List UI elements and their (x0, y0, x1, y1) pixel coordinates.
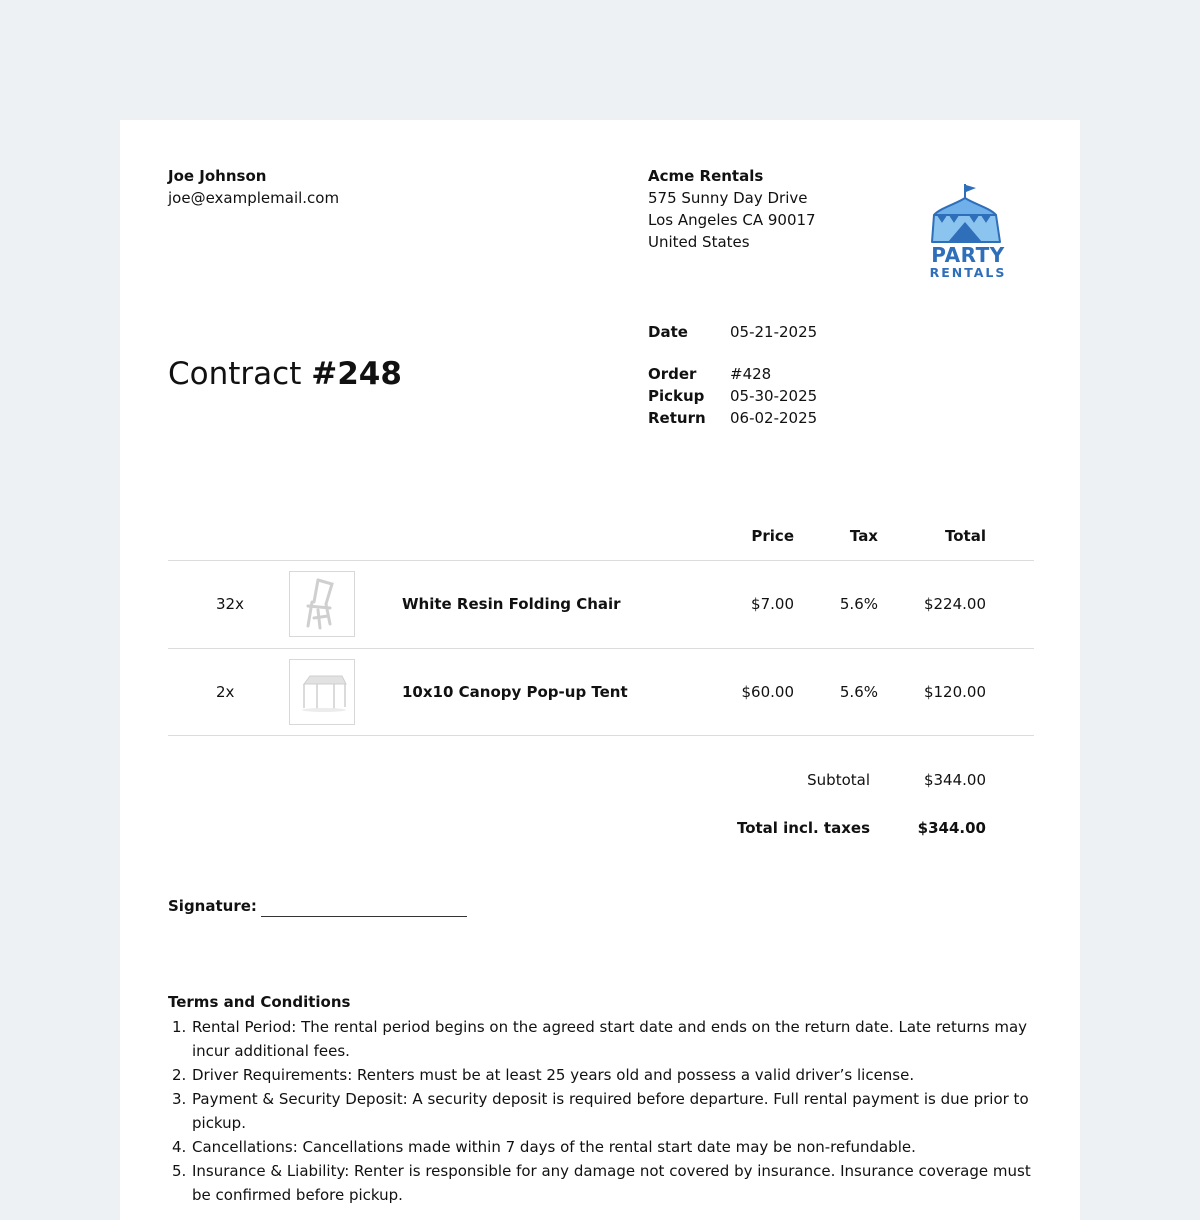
subtotal-value: $344.00 (923, 771, 986, 789)
column-header-total: Total (945, 527, 986, 545)
meta-return-value: 06-02-2025 (730, 409, 818, 427)
meta-order-value: #428 (730, 365, 772, 383)
item-tax: 5.6% (839, 595, 878, 613)
customer-name: Joe Johnson (168, 167, 267, 185)
item-image-folding-chair (289, 571, 355, 637)
item-tax: 5.6% (839, 683, 878, 701)
customer-info (168, 165, 339, 209)
meta-return (648, 407, 908, 429)
circus-tent-icon (928, 182, 1008, 246)
terms-item-number: 5. (172, 1162, 187, 1180)
column-header-tax: Tax (849, 527, 878, 545)
contract-title (168, 354, 402, 394)
meta-date-label: Date (648, 323, 688, 341)
terms-item (168, 1015, 1038, 1063)
signature-block (168, 895, 467, 917)
item-name: White Resin Folding Chair (402, 595, 621, 613)
company-country: United States (648, 233, 750, 251)
item-quantity: 32x (216, 595, 244, 613)
item-price: $7.00 (751, 595, 794, 613)
canopy-tent-image (290, 660, 354, 724)
item-quantity: 2x (216, 683, 235, 701)
total-value: $344.00 (917, 819, 986, 837)
company-address-line2: Los Angeles CA 90017 (648, 211, 816, 229)
item-price: $60.00 (741, 683, 794, 701)
item-name: 10x10 Canopy Pop-up Tent (402, 683, 628, 701)
terms-item-text: Driver Requirements: Renters must be at least 25 years old and possess a valid driver’s license. (192, 1066, 915, 1084)
item-image-canopy-tent (289, 659, 355, 725)
terms-item-text: Rental Period: The rental period begins on the agreed start date and ends on the return date. Late returns may incur additional fees. (192, 1018, 1028, 1060)
terms-list (168, 1015, 1038, 1207)
meta-pickup (648, 385, 908, 407)
table-divider (168, 560, 1034, 561)
terms-item-number: 1. (172, 1018, 187, 1036)
column-header-price: Price (751, 527, 794, 545)
logo-text-rentals: RENTALS (929, 265, 1007, 280)
item-total: $224.00 (923, 595, 986, 613)
customer-email: joe@examplemail.com (168, 189, 340, 207)
contract-number: #248 (311, 356, 402, 392)
company-info (648, 165, 816, 253)
terms-item (168, 1135, 1038, 1159)
logo-text-party: PARTY (931, 243, 1005, 267)
terms-item-text: Payment & Security Deposit: A security deposit is required before departure. Full rental payment is due prior to pickup. (192, 1090, 1029, 1132)
terms-item-text: Cancellations: Cancellations made within 7 days of the rental start date may be non-refundable. (192, 1138, 916, 1156)
item-total: $120.00 (923, 683, 986, 701)
total-label: Total incl. taxes (736, 819, 870, 837)
contract-label: Contract (168, 356, 302, 392)
terms-item-text: Insurance & Liability: Renter is responsible for any damage not covered by insurance. Insurance coverage must be confirmed before pickup. (192, 1162, 1031, 1204)
meta-pickup-value: 05-30-2025 (730, 387, 818, 405)
table-divider (168, 648, 1034, 649)
signature-label: Signature: (168, 897, 257, 915)
subtotal-label: Subtotal (807, 771, 870, 789)
terms-item-number: 4. (172, 1138, 187, 1156)
company-name: Acme Rentals (648, 167, 764, 185)
terms-item-number: 3. (172, 1090, 187, 1108)
contract-page (120, 120, 1080, 1220)
company-address-line1: 575 Sunny Day Drive (648, 189, 808, 207)
company-logo (928, 182, 1008, 282)
meta-order (648, 363, 908, 385)
terms-item-number: 2. (172, 1066, 187, 1084)
meta-order-label: Order (648, 365, 697, 383)
terms-title: Terms and Conditions (168, 993, 351, 1011)
meta-date (648, 321, 908, 343)
signature-line[interactable] (261, 898, 467, 917)
meta-pickup-label: Pickup (648, 387, 705, 405)
folding-chair-image (290, 572, 354, 636)
terms-item (168, 1087, 1038, 1135)
meta-return-label: Return (648, 409, 706, 427)
meta-date-value: 05-21-2025 (730, 323, 818, 341)
terms-item (168, 1063, 1038, 1087)
table-divider (168, 735, 1034, 736)
